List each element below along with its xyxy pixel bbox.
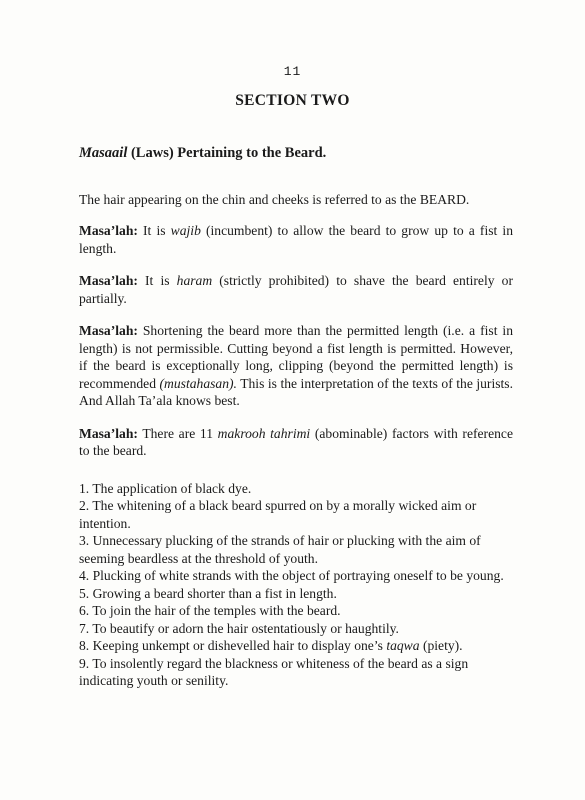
- list-item: 1. The application of black dye.: [79, 480, 252, 496]
- page-content: [79, 145, 513, 690]
- list-item: 4. Plucking of white strands with the object of portraying oneself to be young.: [79, 568, 504, 583]
- list-item-term: taqwa: [386, 638, 420, 653]
- masala-label: Masa’lah:: [79, 223, 138, 238]
- heading-rest: (Laws) Pertaining to the Beard.: [127, 145, 327, 161]
- list-item: 3. Unnecessary plucking of the strands of hair or plucking with the aim of seeming beardless at the threshold of youth.: [79, 533, 481, 566]
- masala-label: Masa’lah:: [79, 273, 138, 288]
- list-item: 5. Growing a beard shorter than a fist in length.: [79, 585, 337, 601]
- masala-paragraph: [79, 322, 513, 410]
- list-item: 9. To insolently regard the blackness or whiteness of the beard as a sign indicating youth or senility.: [79, 655, 469, 688]
- page-number: 11: [283, 64, 302, 79]
- masala-text: It is: [137, 223, 171, 238]
- masala-text: Shortening the beard more than the permitted length (i.e. a fist in length) is not permissible. Cutting beyond a fist length is permitted. However, if the beard is exceptionally long, clipping (beyond the permitted length) is recommended: [79, 323, 513, 391]
- list-item: 6. To join the hair of the temples with the beard.: [79, 603, 341, 618]
- masala-text: It is: [137, 273, 177, 288]
- list-item: [79, 637, 513, 655]
- factors-list: [79, 480, 513, 690]
- masala-label: Masa’lah:: [79, 425, 138, 441]
- chapter-heading: [79, 145, 513, 163]
- masala-term: (mustahasan).: [159, 375, 237, 391]
- masala-text: This is the interpretation of the texts of the jurists. And Allah Ta’ala knows best.: [79, 375, 513, 408]
- masala-paragraph: [79, 222, 513, 257]
- intro-paragraph: The hair appearing on the chin and cheeks is referred to as the BEARD.: [79, 191, 470, 207]
- masala-term: makrooh tahrimi: [217, 425, 311, 441]
- masala-term: wajib: [170, 223, 201, 238]
- section-title: SECTION TWO: [235, 92, 350, 109]
- list-item-text: 8. Keeping unkempt or dishevelled hair to display one’s: [79, 638, 387, 653]
- list-item-text: (piety).: [419, 638, 463, 653]
- masala-text: (abominable) factors with reference to the beard.: [79, 425, 513, 458]
- masala-text: There are 11: [137, 425, 218, 441]
- masala-label: Masa’lah:: [79, 323, 138, 338]
- masala-paragraph: [79, 272, 513, 307]
- heading-italic: Masaail: [79, 145, 128, 161]
- masala-text: (strictly prohibited) to shave the beard entirely or partially.: [79, 273, 513, 306]
- masala-text: (incumbent) to allow the beard to grow up to a fist in length.: [79, 223, 513, 256]
- list-item: 2. The whitening of a black beard spurred on by a morally wicked aim or intention.: [79, 498, 477, 531]
- masala-paragraph: [79, 425, 513, 460]
- list-item: 7. To beautify or adorn the hair ostentatiously or haughtily.: [79, 620, 399, 636]
- masala-term: haram: [176, 273, 213, 288]
